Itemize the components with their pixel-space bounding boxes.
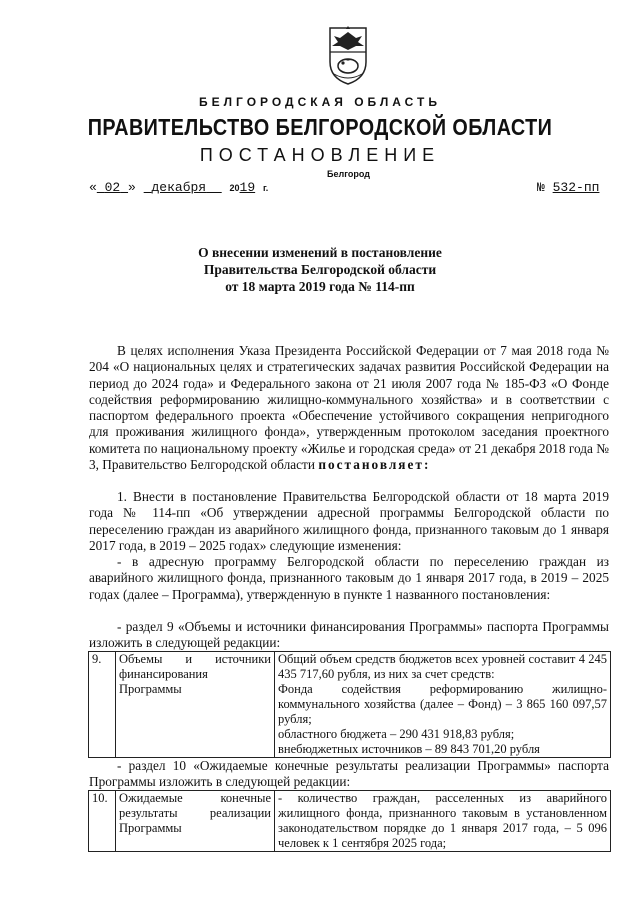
date-year: 19 (239, 180, 256, 195)
results-table (88, 790, 611, 852)
coat-of-arms-emblem (326, 24, 370, 86)
financing-table (88, 651, 611, 758)
row-content: - количество граждан, расселенных из аварийного жилищного фонда, признанного таковым в установленном законодательством порядке до 1 января 2017 года, – 5 096 человек к 1 сентября 2025 года; (275, 791, 611, 852)
government-heading: ПРАВИТЕЛЬСТВО БЕЛГОРОДСКОЙ ОБЛАСТИ (87, 114, 553, 140)
row-number: 9. (89, 652, 116, 758)
table-row (89, 652, 611, 758)
table-row (89, 791, 611, 852)
row-number: 10. (89, 791, 116, 852)
row-title: Ожидаемые конечные результаты реализации Программы (116, 791, 275, 852)
row-title: Объемы и источники финансирования Программы (116, 652, 275, 758)
section-9-intro: - раздел 9 «Объемы и источники финансирования Программы» паспорта Программы изложить в следующей редакции: (89, 619, 609, 651)
document-date: « 02 » декабря 2019 г. (89, 180, 269, 195)
city-label: Белгород (327, 169, 370, 179)
preamble-paragraph: В целях исполнения Указа Президента Российской Федерации от 7 мая 2018 года № 204 «О национальных целях и стратегических задачах развития Российской Федерации на период до 2024 года» и Федерального закона от 21 июля 2007 года № 185-ФЗ «О Фонде содействия реформированию жилищно-коммунального хозяйства» и в соответствии с паспортом федерального проекта «Обеспечение устойчивого сокращения непригодного для проживания жилищного фонда», утвержденным протоколом заседания проектного комитета по национальному проекту «Жилье и городская среда» от 21 декабря 2018 года № 3, Правительство Белгородской области постановляет: (89, 343, 609, 473)
date-month: декабря (151, 180, 207, 195)
region-heading: БЕЛГОРОДСКАЯ ОБЛАСТЬ (199, 95, 441, 109)
document-number: № 532-пп (537, 180, 600, 195)
item-1-paragraph: 1. Внести в постановление Правительства Белгородской области от 18 марта 2019 года № 114-пп «Об утверждении адресной программы Белгородской области по переселению граждан из аварийного жилищного фонда, признанного таковым до 1 января 2017 года, в 2019 – 2025 годах» следующие изменения: (89, 489, 609, 553)
document-type: ПОСТАНОВЛЕНИЕ (199, 145, 441, 165)
document-title: О внесении изменений в постановление Правительства Белгородской области от 18 марта 2019 года № 114-пп (198, 245, 442, 294)
row-content: Общий объем средств бюджетов всех уровней составит 4 245 435 717,60 рубля, из них за счет средств: Фонда содействия реформированию жилищно-коммунального хозяйства (далее – Фонд) – 3 865 160 097,57 рубля; областного бюджета – 290 431 918,83 рубля; внебюджетных источников – 89 843 701,20 рубля (275, 652, 611, 758)
section-10-intro: - раздел 10 «Ожидаемые конечные результаты реализации Программы» паспорта Программы изложить в следующей редакции: (89, 758, 609, 790)
program-paragraph: - в адресную программу Белгородской области по переселению граждан из аварийного жилищного фонда, признанного таковым до 1 января 2017 года, в 2019 – 2025 годах (далее – Программа), утвержденную в пункте 1 названного постановления: (89, 554, 609, 602)
date-day: 02 (104, 180, 121, 195)
